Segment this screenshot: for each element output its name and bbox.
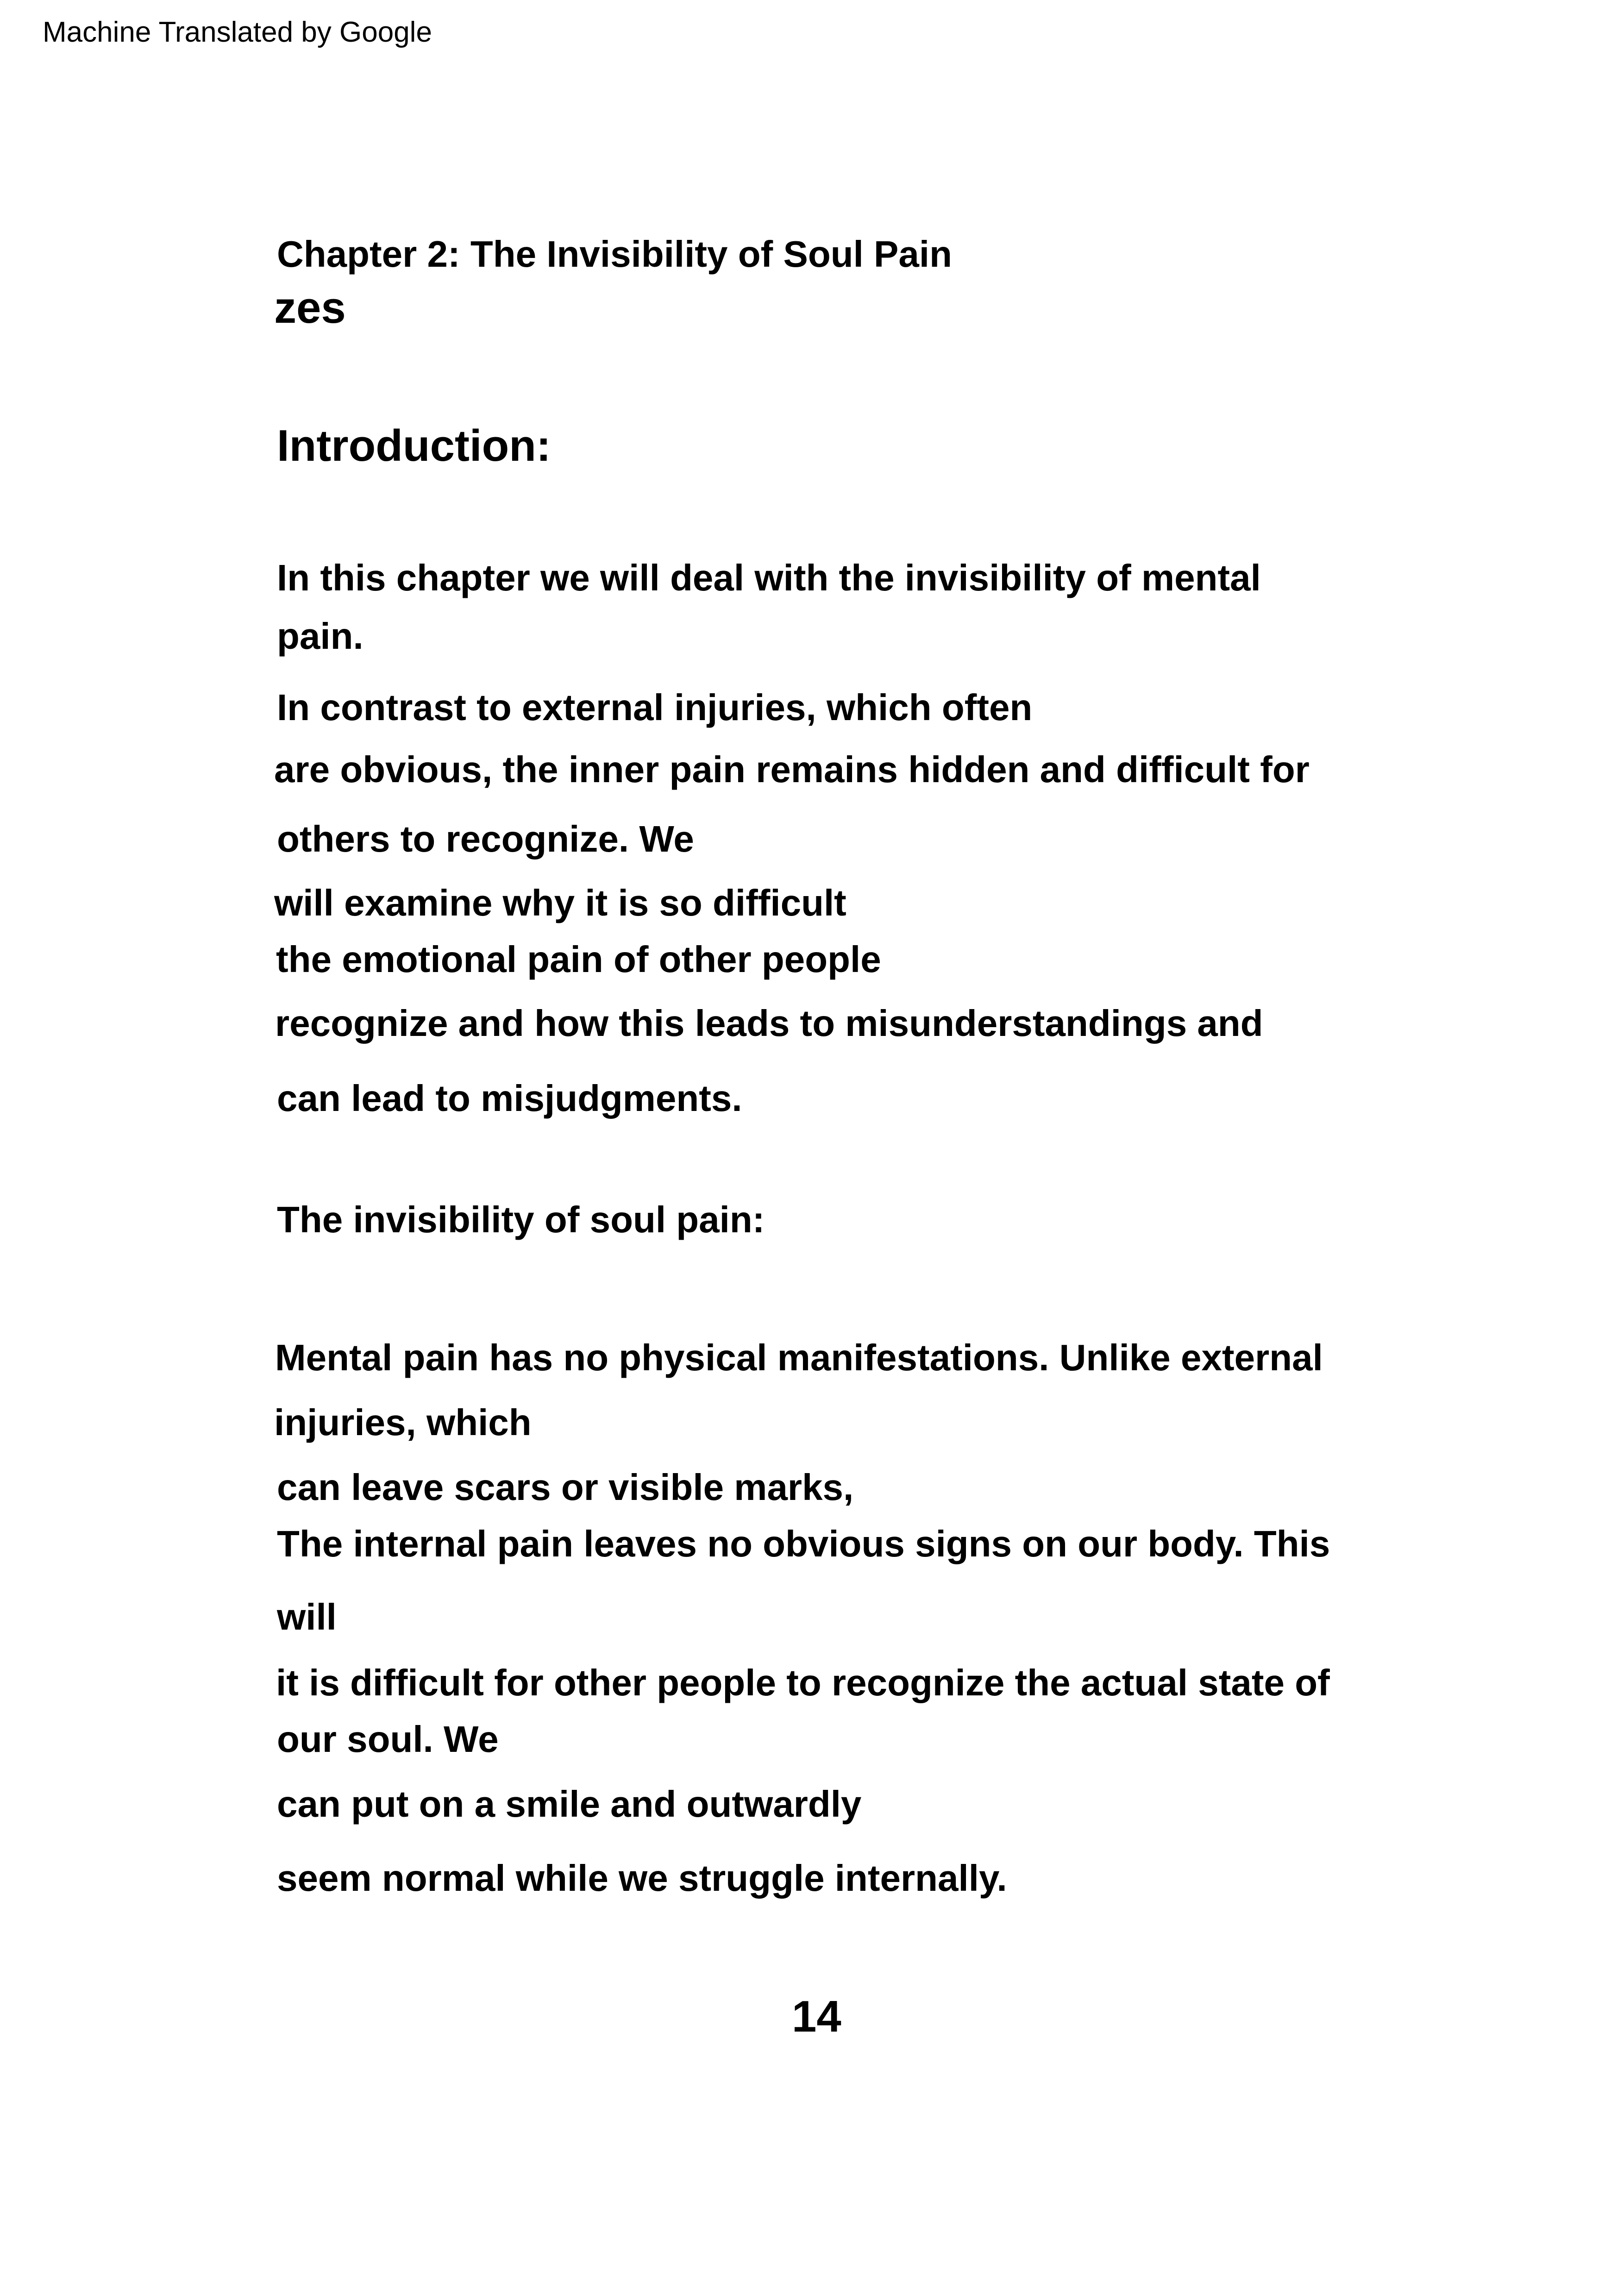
intro-line: are obvious, the inner pain remains hidden and difficult for: [274, 749, 1310, 790]
intro-line: will examine why it is so difficult: [274, 882, 846, 923]
machine-translated-label: Machine Translated by Google: [43, 16, 432, 48]
section-line: can put on a smile and outwardly: [277, 1783, 862, 1825]
page-number: 14: [792, 1992, 841, 2041]
chapter-title: Chapter 2: The Invisibility of Soul Pain: [277, 233, 952, 275]
intro-line: others to recognize. We: [277, 818, 694, 859]
intro-line: pain.: [277, 615, 364, 657]
section-line: The internal pain leaves no obvious signs on our body. This: [277, 1523, 1330, 1564]
section-heading: The invisibility of soul pain:: [277, 1199, 765, 1240]
intro-line: can lead to misjudgments.: [277, 1078, 742, 1119]
section-line: seem normal while we struggle internally.: [277, 1857, 1007, 1899]
section-line: our soul. We: [277, 1719, 499, 1760]
intro-line: In this chapter we will deal with the invisibility of mental: [277, 557, 1261, 598]
chapter-title-fragment: zes: [274, 283, 346, 332]
intro-line: the emotional pain of other people: [276, 939, 881, 980]
intro-line: recognize and how this leads to misunderstandings and: [275, 1003, 1263, 1044]
intro-line: In contrast to external injuries, which often: [277, 687, 1033, 728]
section-line: can leave scars or visible marks,: [277, 1467, 854, 1508]
section-line: will: [277, 1596, 337, 1637]
section-line: injuries, which: [274, 1402, 532, 1443]
section-line: it is difficult for other people to recognize the actual state of: [276, 1662, 1330, 1703]
introduction-heading: Introduction:: [277, 421, 551, 470]
section-line: Mental pain has no physical manifestations. Unlike external: [275, 1337, 1323, 1378]
